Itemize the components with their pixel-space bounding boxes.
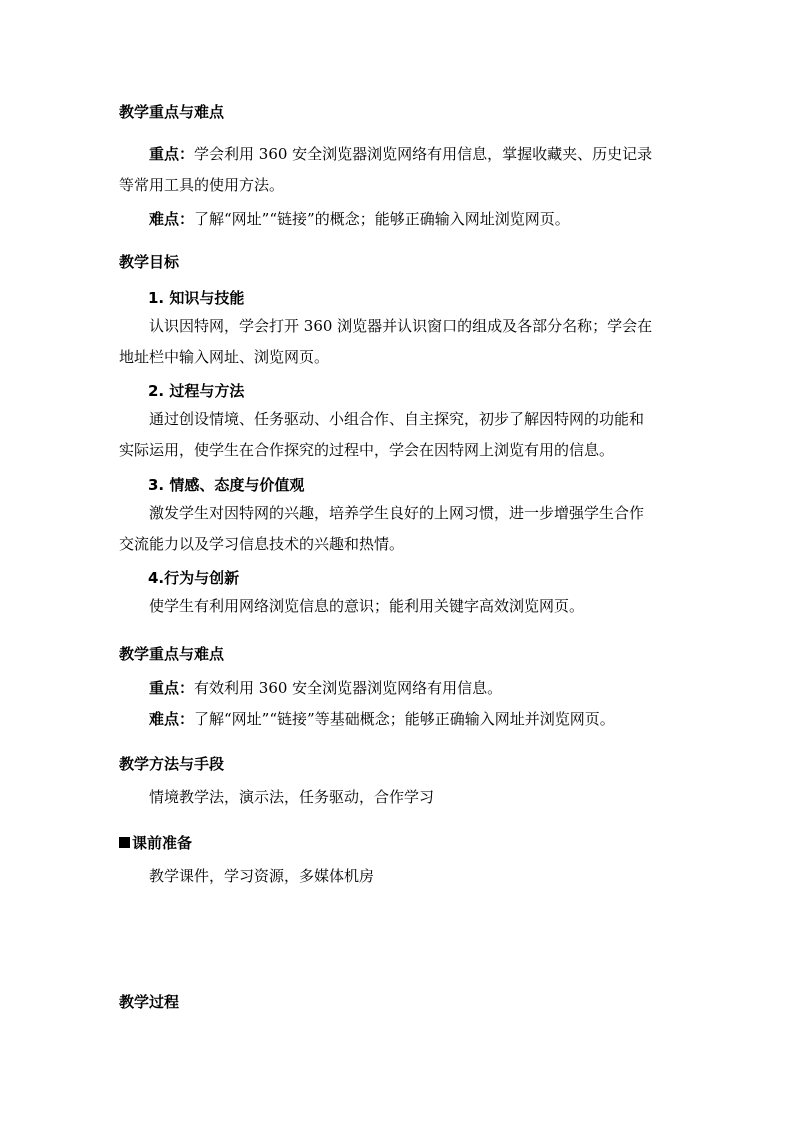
key-text-line2: 等常用工具的使用方法。 bbox=[119, 176, 285, 194]
methods-paragraph bbox=[119, 782, 675, 813]
key-label: 重点： bbox=[149, 145, 195, 163]
key-point-paragraph-2 bbox=[119, 673, 675, 735]
key-point-paragraph bbox=[119, 139, 675, 201]
difficulty-text-2: 了解“网址”“链接”等基础概念；能够正确输入网址并浏览网页。 bbox=[194, 710, 615, 728]
difficulty-text: 了解“网址”“链接”的概念；能够正确输入网址浏览网页。 bbox=[194, 210, 570, 228]
difficulty-label-2: 难点： bbox=[149, 710, 195, 728]
goal3-paragraph bbox=[119, 498, 675, 560]
goal4-title: 4.行为与创新 bbox=[148, 569, 240, 587]
goal1-paragraph bbox=[119, 311, 675, 373]
heading-class-preparation bbox=[119, 832, 192, 853]
goal4-line1: 使学生有利用网络浏览信息的意识；能利用关键字高效浏览网页。 bbox=[149, 597, 585, 615]
goal2-line2: 实际运用，使学生在合作探究的过程中，学会在因特网上浏览有用的信息。 bbox=[119, 441, 615, 459]
difficulty-paragraph bbox=[119, 204, 675, 235]
preparation-title: 课前准备 bbox=[132, 834, 193, 852]
heading-teaching-methods: 教学方法与手段 bbox=[119, 755, 225, 773]
key-text-2: 有效利用 360 安全浏览器浏览网络有用信息。 bbox=[194, 679, 503, 697]
heading-teaching-process: 教学过程 bbox=[119, 993, 180, 1011]
goal1-title: 1. 知识与技能 bbox=[148, 289, 245, 307]
goal2-title: 2. 过程与方法 bbox=[148, 382, 245, 400]
goal1-line2: 地址栏中输入网址、浏览网页。 bbox=[119, 348, 330, 366]
heading-teaching-goals: 教学目标 bbox=[119, 253, 180, 271]
difficulty-label: 难点： bbox=[149, 210, 195, 228]
goal4-paragraph bbox=[119, 591, 675, 622]
goal3-line1: 激发学生对因特网的兴趣，培养学生良好的上网习惯，进一步增强学生合作 bbox=[149, 504, 645, 522]
methods-text: 情境教学法，演示法，任务驱动，合作学习 bbox=[149, 788, 435, 806]
preparation-paragraph bbox=[119, 861, 675, 892]
goal3-line2: 交流能力以及学习信息技术的兴趣和热情。 bbox=[119, 535, 405, 553]
preparation-text: 教学课件，学习资源，多媒体机房 bbox=[149, 867, 375, 885]
heading-key-points-2: 教学重点与难点 bbox=[119, 645, 225, 663]
goal1-line1: 认识因特网，学会打开 360 浏览器并认识窗口的组成及各部分名称；学会在 bbox=[149, 317, 653, 335]
heading-key-points: 教学重点与难点 bbox=[119, 103, 225, 121]
key-label-2: 重点： bbox=[149, 679, 195, 697]
goal2-line1: 通过创设情境、任务驱动、小组合作、自主探究，初步了解因特网的功能和 bbox=[149, 410, 645, 428]
goal2-paragraph bbox=[119, 404, 675, 466]
square-bullet-icon bbox=[119, 837, 130, 848]
goal3-title: 3. 情感、态度与价值观 bbox=[148, 476, 305, 494]
key-text-line1: 学会利用 360 安全浏览器浏览网络有用信息，掌握收藏夹、历史记录 bbox=[194, 145, 653, 163]
